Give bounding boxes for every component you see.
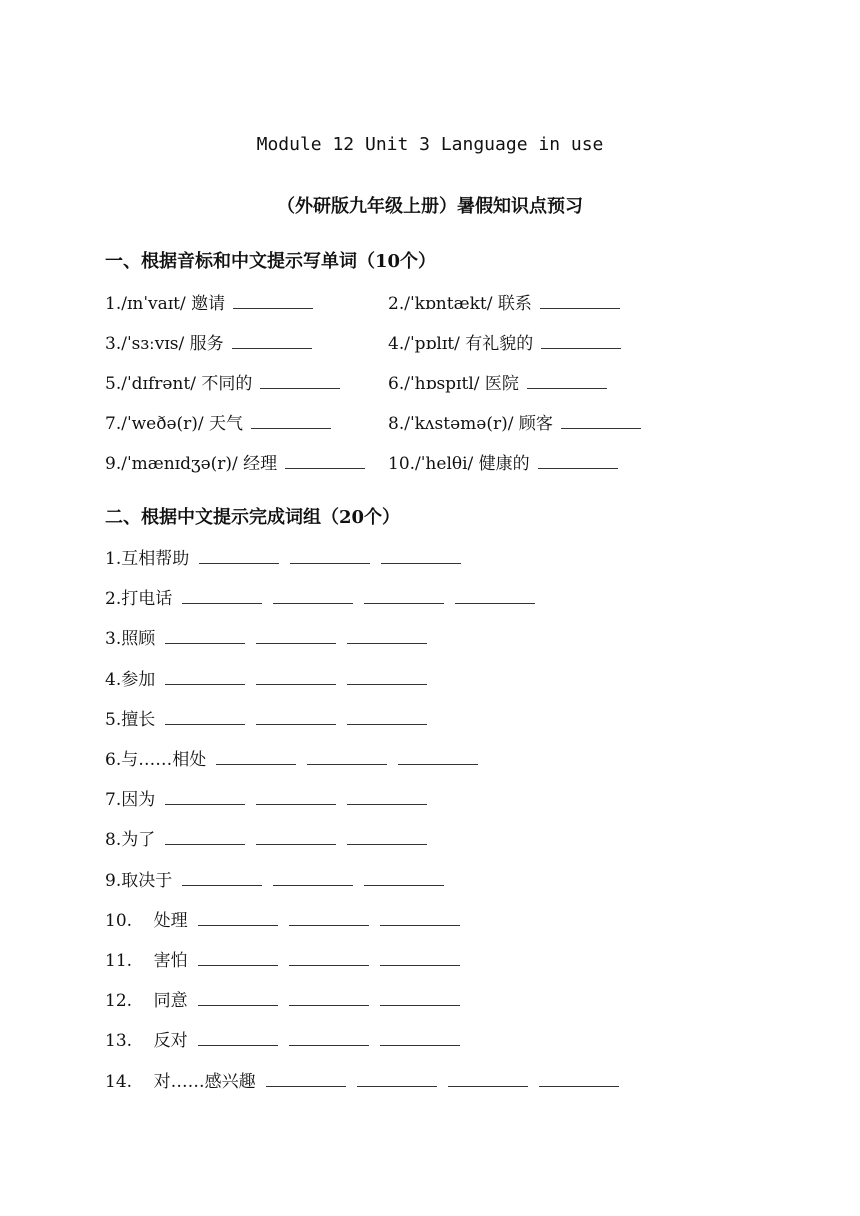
answer-blank[interactable] (561, 414, 641, 429)
word-prompt: 6./ˈhɒspɪtl/ 医院 (388, 374, 519, 394)
answer-blank[interactable] (198, 911, 278, 926)
section2-heading: 二、根据中文提示完成词组（20个） (105, 507, 401, 528)
word-item (105, 289, 313, 314)
answer-blank[interactable] (256, 670, 336, 685)
phrase-prompt: 8.为了 (105, 830, 156, 850)
answer-blank[interactable] (541, 334, 621, 349)
phrase-prompt: 12. 同意 (105, 991, 188, 1011)
phrase-item (105, 906, 460, 931)
word-item (388, 369, 607, 394)
answer-blank[interactable] (380, 911, 460, 926)
word-item (388, 409, 641, 434)
answer-blank[interactable] (357, 1072, 437, 1087)
answer-blank[interactable] (538, 454, 618, 469)
answer-blank[interactable] (540, 294, 620, 309)
answer-blank[interactable] (347, 790, 427, 805)
phrase-prompt: 6.与……相处 (105, 750, 207, 770)
word-prompt: 10./ˈhelθi/ 健康的 (388, 454, 530, 474)
answer-blank[interactable] (165, 629, 245, 644)
answer-blank[interactable] (165, 830, 245, 845)
answer-blank[interactable] (380, 951, 460, 966)
phrase-prompt: 5.擅长 (105, 710, 156, 730)
phrase-item (105, 1026, 460, 1051)
answer-blank[interactable] (199, 549, 279, 564)
answer-blank[interactable] (273, 589, 353, 604)
word-item (388, 449, 618, 474)
answer-blank[interactable] (273, 871, 353, 886)
word-prompt: 7./ˈweðə(r)/ 天气 (105, 414, 244, 434)
answer-blank[interactable] (364, 589, 444, 604)
word-item (105, 449, 365, 474)
answer-blank[interactable] (398, 750, 478, 765)
answer-blank[interactable] (165, 670, 245, 685)
phrase-prompt: 7.因为 (105, 790, 156, 810)
word-item (388, 329, 621, 354)
answer-blank[interactable] (527, 374, 607, 389)
answer-blank[interactable] (198, 1031, 278, 1046)
word-prompt: 9./ˈmænɪdʒə(r)/ 经理 (105, 454, 278, 474)
phrase-item (105, 584, 535, 609)
word-prompt: 1./ɪnˈvaɪt/ 邀请 (105, 294, 226, 314)
phrase-item (105, 745, 478, 770)
answer-blank[interactable] (307, 750, 387, 765)
answer-blank[interactable] (380, 991, 460, 1006)
answer-blank[interactable] (266, 1072, 346, 1087)
phrase-prompt: 2.打电话 (105, 589, 173, 609)
phrase-item (105, 866, 444, 891)
answer-blank[interactable] (448, 1072, 528, 1087)
word-prompt: 4./ˈpɒlɪt/ 有礼貌的 (388, 334, 534, 354)
answer-blank[interactable] (290, 549, 370, 564)
word-prompt: 5./ˈdɪfrənt/ 不同的 (105, 374, 253, 394)
answer-blank[interactable] (260, 374, 340, 389)
phrase-prompt: 9.取决于 (105, 871, 173, 891)
answer-blank[interactable] (256, 790, 336, 805)
phrase-item (105, 544, 461, 569)
page-subtitle: （外研版九年级上册）暑假知识点预习 (277, 196, 583, 217)
phrase-prompt: 10. 处理 (105, 911, 188, 931)
answer-blank[interactable] (232, 334, 312, 349)
answer-blank[interactable] (347, 710, 427, 725)
answer-blank[interactable] (182, 589, 262, 604)
answer-blank[interactable] (251, 414, 331, 429)
phrase-item (105, 665, 427, 690)
word-item (388, 289, 620, 314)
answer-blank[interactable] (182, 871, 262, 886)
answer-blank[interactable] (289, 911, 369, 926)
phrase-item (105, 785, 427, 810)
word-prompt: 3./ˈsɜːvɪs/ 服务 (105, 334, 224, 354)
word-item (105, 329, 312, 354)
answer-blank[interactable] (285, 454, 365, 469)
answer-blank[interactable] (256, 830, 336, 845)
page-title: Module 12 Unit 3 Language in use (256, 134, 604, 155)
phrase-prompt: 13. 反对 (105, 1031, 188, 1051)
phrase-prompt: 4.参加 (105, 670, 156, 690)
answer-blank[interactable] (289, 951, 369, 966)
answer-blank[interactable] (289, 991, 369, 1006)
phrase-item (105, 825, 427, 850)
answer-blank[interactable] (455, 589, 535, 604)
word-item (105, 409, 331, 434)
answer-blank[interactable] (216, 750, 296, 765)
phrase-item (105, 1067, 619, 1092)
word-prompt: 8./ˈkʌstəmə(r)/ 顾客 (388, 414, 553, 434)
answer-blank[interactable] (256, 629, 336, 644)
answer-blank[interactable] (347, 629, 427, 644)
section1-heading: 一、根据音标和中文提示写单词（10个） (105, 251, 437, 272)
phrase-item (105, 986, 460, 1011)
answer-blank[interactable] (364, 871, 444, 886)
answer-blank[interactable] (256, 710, 336, 725)
phrase-item (105, 705, 427, 730)
answer-blank[interactable] (347, 830, 427, 845)
answer-blank[interactable] (198, 951, 278, 966)
answer-blank[interactable] (380, 1031, 460, 1046)
phrase-prompt: 11. 害怕 (105, 951, 188, 971)
answer-blank[interactable] (381, 549, 461, 564)
answer-blank[interactable] (539, 1072, 619, 1087)
word-item (105, 369, 340, 394)
phrase-prompt: 3.照顾 (105, 629, 156, 649)
answer-blank[interactable] (233, 294, 313, 309)
answer-blank[interactable] (198, 991, 278, 1006)
phrase-prompt: 14. 对……感兴趣 (105, 1072, 256, 1092)
phrase-prompt: 1.互相帮助 (105, 549, 190, 569)
answer-blank[interactable] (165, 790, 245, 805)
answer-blank[interactable] (165, 710, 245, 725)
word-prompt: 2./ˈkɒntækt/ 联系 (388, 294, 532, 314)
answer-blank[interactable] (289, 1031, 369, 1046)
answer-blank[interactable] (347, 670, 427, 685)
phrase-item (105, 624, 427, 649)
phrase-item (105, 946, 460, 971)
